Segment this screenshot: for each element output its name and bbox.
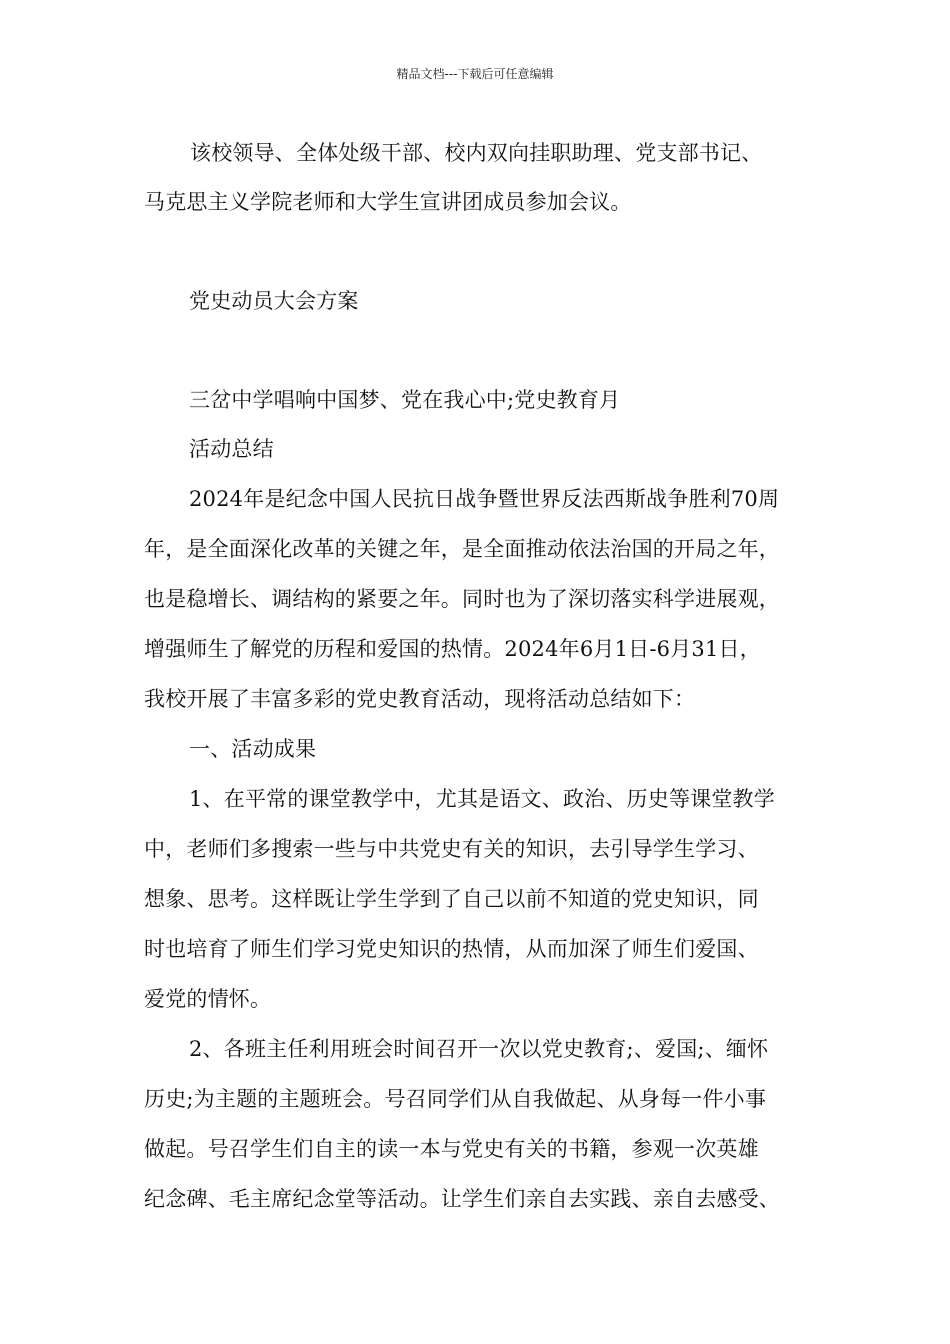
text-line: 历史;为主题的主题班会。号召同学们从自我做起、从身每一件小事 [144,1087,767,1111]
text-line: 马克思主义学院老师和大学生宣讲团成员参加会议。 [144,190,632,214]
text-line: 活动总结 [189,437,274,461]
text-line: 该校领导、全体处级干部、校内双向挂职助理、党支部书记、 [190,141,763,165]
page-header: 精品文档---下载后可任意编辑 [396,67,554,81]
text-line: 年，是全面深化改革的关键之年，是全面推动依法治国的开局之年， [144,537,780,561]
text-line: 2024年是纪念中国人民抗日战争暨世界反法西斯战争胜利70周 [189,487,780,511]
text-line: 时也培育了师生们学习党史知识的热情，从而加深了师生们爱国、 [144,937,759,961]
text-line: 1、在平常的课堂教学中，尤其是语文、政治、历史等课堂教学 [189,787,775,811]
section-heading: 一、活动成果 [189,737,317,761]
text-line: 做起。号召学生们自主的读一本与党史有关的书籍，参观一次英雄 [144,1137,759,1161]
text-line: 也是稳增长、调结构的紧要之年。同时也为了深切落实科学进展观， [144,587,780,611]
text-line: 2、各班主任利用班会时间召开一次以党史教育;、爱国;、缅怀 [189,1037,769,1061]
text-line: 三岔中学唱响中国梦、党在我心中;党史教育月 [189,388,621,412]
text-line: 我校开展了丰富多彩的党史教育活动，现将活动总结如下： [144,687,696,711]
text-line: 爱党的情怀。 [144,987,272,1011]
text-line: 纪念碑、毛主席纪念堂等活动。让学生们亲自去实践、亲自去感受、 [144,1187,780,1211]
text-line: 增强师生了解党的历程和爱国的热情。2024年6月1日-6月31日， [144,637,761,661]
text-line: 想象、思考。这样既让学生学到了自己以前不知道的党史知识，同 [144,887,759,911]
text-line: 中，老师们多搜索一些与中共党史有关的知识，去引导学生学习、 [144,837,759,861]
section-title: 党史动员大会方案 [189,289,359,313]
